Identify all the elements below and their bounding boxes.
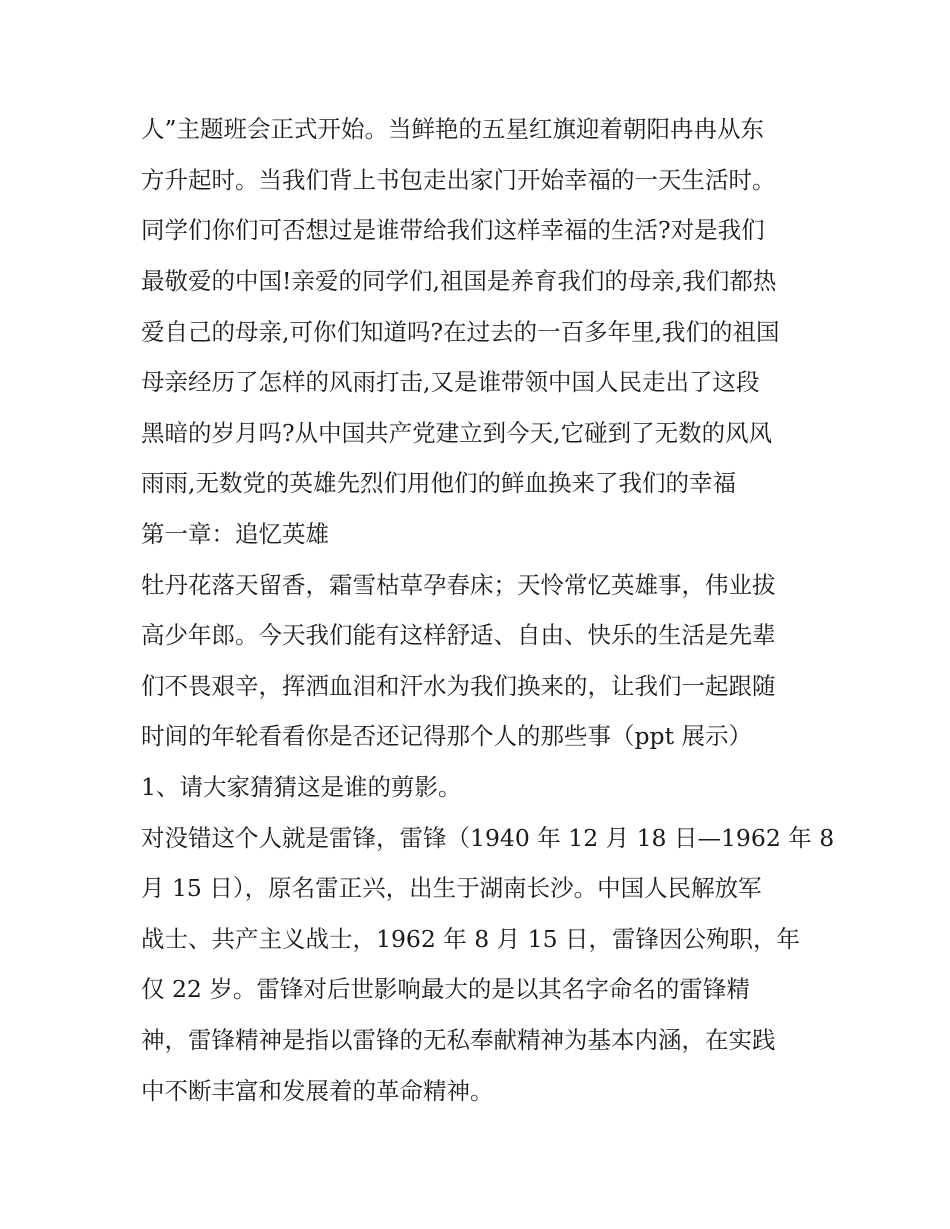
text-line: 母亲经历了怎样的风雨打击,又是谁带领中国人民走出了这段 [141, 368, 760, 396]
text-line: 雨雨,无数党的英雄先烈们用他们的鲜血换来了我们的幸福 [141, 469, 736, 497]
text-line: 神，雷锋精神是指以雷锋的无私奉献精神为基本内涵，在实践 [141, 1026, 776, 1054]
text-line: 牡丹花落天留香，霜雪枯草孕春床；天怜常忆英雄事，伟业拔 [141, 571, 776, 599]
text-line: 爱自己的母亲,可你们知道吗?在过去的一百多年里,我们的祖国 [141, 318, 780, 346]
text-line: 中不断丰富和发展着的革命精神。 [141, 1077, 494, 1105]
text-line: 同学们你们可否想过是谁带给我们这样幸福的生活?对是我们 [141, 216, 765, 244]
text-line: 时间的年轮看看你是否还记得那个人的那些事（ppt 展示） [141, 722, 752, 750]
text-line: 对没错这个人就是雷锋，雷锋（1940 年 12 月 18 日—1962 年 8 [141, 824, 835, 852]
text-line: 仅 22 岁。雷锋对后世影响最大的是以其名字命名的雷锋精 [141, 975, 750, 1003]
text-line: 人”主题班会正式开始。当鲜艳的五星红旗迎着朝阳冉冉从东 [141, 115, 765, 143]
chapter-heading: 第一章：追忆英雄 [141, 520, 329, 548]
text-line: 高少年郎。今天我们能有这样舒适、自由、快乐的生活是先辈 [141, 621, 776, 649]
text-line: 最敬爱的中国!亲爱的同学们,祖国是养育我们的母亲,我们都热 [141, 267, 777, 295]
text-line: 方升起时。当我们背上书包走出家门开始幸福的一天生活时。 [141, 166, 776, 194]
text-line: 黑暗的岁月吗?从中国共产党建立到今天,它碰到了无数的风风 [141, 419, 773, 447]
question-line: 1、请大家猜猜这是谁的剪影。 [141, 773, 462, 801]
text-line: 月 15 日），原名雷正兴，出生于湖南长沙。中国人民解放军 [141, 874, 762, 902]
text-line: 战士、共产主义战士，1962 年 8 月 15 日，雷锋因公殉职，年 [141, 925, 801, 953]
text-line: 们不畏艰辛，挥洒血泪和汗水为我们换来的，让我们一起跟随 [141, 672, 776, 700]
